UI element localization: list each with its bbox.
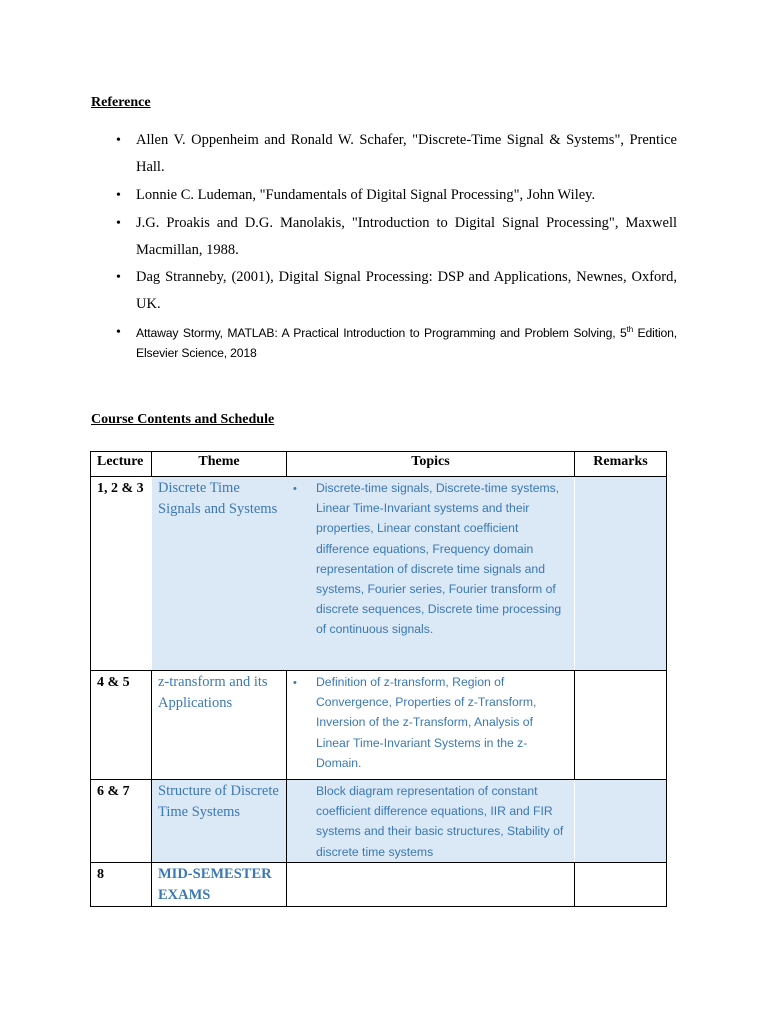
bullet-icon: • — [116, 188, 121, 203]
table-header-row — [91, 452, 667, 477]
table-row — [91, 780, 667, 863]
column-header-topics: Topics — [287, 452, 575, 477]
reference-text: Dag Stranneby, (2001), Digital Signal Processing: DSP and Applications, Newnes, Oxford, UK. — [136, 269, 677, 312]
remarks-cell — [575, 862, 667, 906]
reference-item — [116, 127, 677, 181]
table-row — [91, 671, 667, 780]
reference-item — [116, 182, 677, 209]
lecture-cell: 4 & 5 — [91, 671, 152, 780]
topics-cell — [287, 477, 575, 671]
remarks-cell — [575, 671, 667, 780]
topics-text: Discrete-time signals, Discrete-time systems, Linear Time-Invariant systems and their properties, Linear constant coefficient difference equations, Frequency domain representation of discrete time signals and systems, Fourier series, Fourier transform of discrete sequences, Discrete time processing of continuous signals. — [316, 481, 562, 637]
course-contents-heading: Course Contents and Schedule — [91, 412, 275, 427]
column-header-remarks: Remarks — [575, 452, 667, 477]
bullet-icon: • — [116, 325, 121, 340]
table-row — [91, 862, 667, 906]
reference-text-main: Attaway Stormy, MATLAB: A Practical Introduction to Programming and Problem Solving, 5 — [136, 326, 627, 340]
remarks-cell — [575, 477, 667, 671]
reference-text: Lonnie C. Ludeman, "Fundamentals of Digital Signal Processing", John Wiley. — [136, 187, 596, 203]
topics-cell — [287, 862, 575, 906]
theme-cell: Structure of Discrete Time Systems — [152, 780, 287, 863]
course-schedule-table — [90, 451, 667, 907]
lecture-cell: 8 — [91, 862, 152, 906]
reference-item — [116, 323, 677, 363]
topics-cell — [287, 780, 575, 863]
column-header-lecture: Lecture — [91, 452, 152, 477]
bullet-icon: • — [116, 133, 121, 148]
bullet-icon: • — [116, 216, 121, 231]
reference-item — [116, 264, 677, 318]
lecture-cell: 1, 2 & 3 — [91, 477, 152, 671]
reference-item — [116, 210, 677, 264]
reference-text: Allen V. Oppenheim and Ronald W. Schafer, "Discrete-Time Signal & Systems", Prentice Hall. — [136, 132, 677, 175]
topics-text: Block diagram representation of constant coefficient difference equations, IIR and FIR systems and their basic structures, Stability of discrete time systems — [316, 784, 564, 859]
reference-text — [136, 323, 677, 363]
topics-text: Definition of z-transform, Region of Convergence, Properties of z-Transform, Inversion of the z-Transform, Analysis of Linear Time-Invariant Systems in the z-Domain. — [316, 675, 537, 770]
topics-cell — [287, 671, 575, 780]
reference-heading: Reference — [91, 95, 151, 110]
theme-cell: z-transform and its Applications — [152, 671, 287, 780]
lecture-cell: 6 & 7 — [91, 780, 152, 863]
bullet-icon: • — [116, 270, 121, 285]
reference-text-tail: Edition, Elsevier Science, 2018 — [136, 326, 677, 360]
bullet-icon: • — [293, 483, 297, 495]
ordinal-superscript: th — [626, 325, 634, 334]
column-header-theme: Theme — [152, 452, 287, 477]
remarks-cell — [575, 780, 667, 863]
table-row — [91, 477, 667, 671]
bullet-icon: • — [293, 677, 297, 689]
theme-cell: Discrete Time Signals and Systems — [152, 477, 287, 671]
reference-text: J.G. Proakis and D.G. Manolakis, "Introduction to Digital Signal Processing", Maxwell Macmillan, 1988. — [136, 215, 677, 258]
theme-cell: MID-SEMESTER EXAMS — [152, 862, 287, 906]
